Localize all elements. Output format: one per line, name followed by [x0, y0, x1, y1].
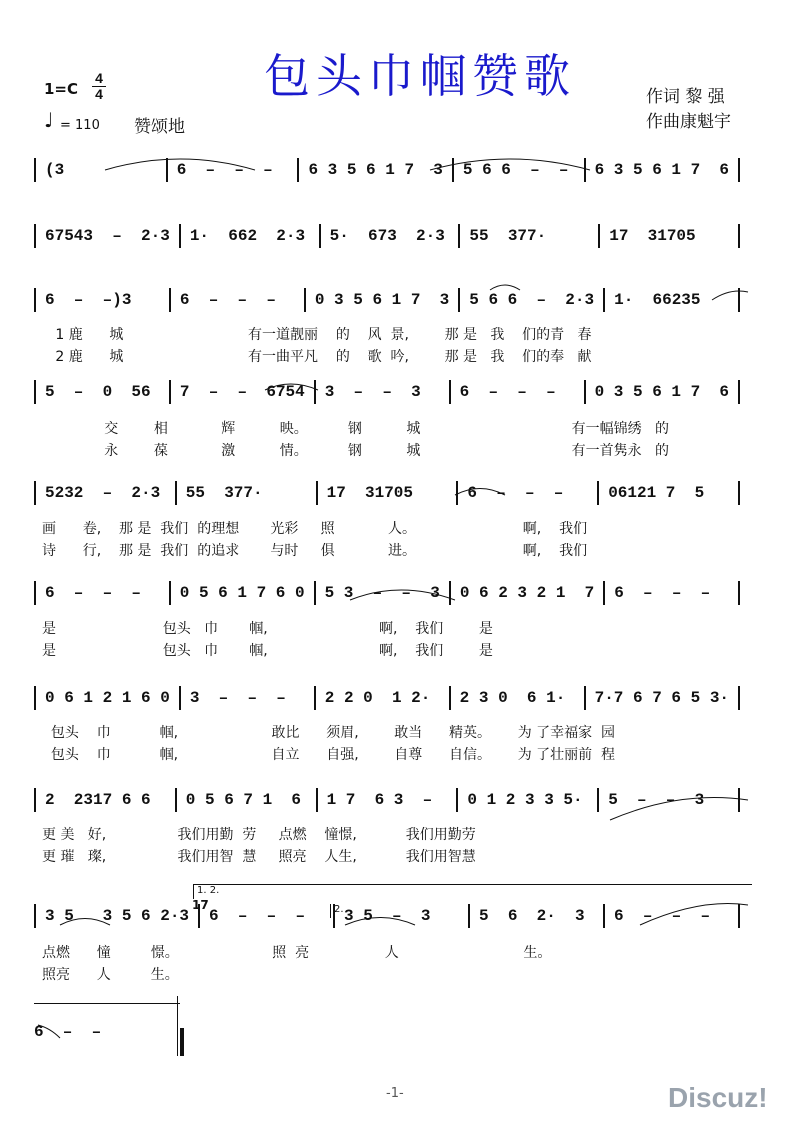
- barline: [314, 380, 316, 404]
- measure: 6 – –)3: [45, 291, 132, 309]
- notation-line: [34, 287, 749, 313]
- measure: 3 – – 3: [324, 383, 421, 401]
- measure: 67543 – 2·3: [45, 227, 170, 245]
- barline: [319, 224, 321, 248]
- measure: 55 377·: [469, 227, 547, 245]
- barline: [169, 288, 171, 312]
- lyric-verse-2: 是 包头 巾 帼, 啊, 我们 是: [42, 643, 493, 659]
- volta-number: 17: [192, 898, 209, 912]
- lyric-verse-1: 画 卷, 那 是 我们 的理想 光彩 照 人。 啊, 我们: [42, 521, 588, 537]
- barline: [449, 581, 451, 605]
- measure: 7·7 6 7 6 5 3·: [594, 689, 730, 707]
- watermark-logo: Discuz!: [668, 1082, 768, 1113]
- notation-line: [34, 787, 749, 813]
- measure: 5· 673 2·3: [329, 227, 445, 245]
- measure: 1· 66235: [614, 291, 701, 309]
- quarter-note-icon: ♩: [44, 108, 54, 132]
- measure: 1 7 6 3 –: [326, 791, 433, 809]
- lyric-verse-2: 永 葆 激 情。 钢 城 有一首隽永 的: [42, 443, 670, 459]
- barline: [584, 380, 586, 404]
- lyricist-credit: 作词 黎 强: [646, 87, 725, 107]
- measure: 0 3 5 6 1 7 6: [594, 383, 730, 401]
- barline: [456, 481, 458, 505]
- barline: [738, 158, 740, 182]
- barline: [166, 158, 168, 182]
- barline: [34, 481, 36, 505]
- measure: 1· 662 2·3: [189, 227, 306, 245]
- measure: 55 377·: [185, 484, 263, 502]
- notation-line: [34, 379, 749, 405]
- barline: [584, 158, 586, 182]
- lyric-verse-2: 更 璀 璨, 我们用智 慧 照亮 人生, 我们用智慧: [42, 849, 476, 865]
- measure: 0 5 6 1 7 6 0: [179, 584, 305, 602]
- final-ending-box: [34, 1003, 180, 1056]
- notation-line: [34, 580, 749, 606]
- barline: [603, 288, 605, 312]
- lyric-verse-1: 更 美 好, 我们用勤 劳 点燃 憧憬, 我们用勤劳: [42, 827, 476, 843]
- barline: [738, 686, 740, 710]
- volta-1: [193, 884, 752, 899]
- final-barline: [177, 996, 178, 1056]
- barline: [597, 481, 599, 505]
- measure: 2 2 0 1 2·: [324, 689, 431, 707]
- volta-2: [330, 904, 374, 918]
- barline: [34, 380, 36, 404]
- tempo-marking: = 110: [60, 118, 100, 133]
- lyric-verse-1: 交 相 辉 映。 钢 城 有一幅锦绣 的: [42, 421, 670, 437]
- composer-credit: 作曲康魁宇: [646, 112, 731, 132]
- measure: 0 3 5 6 1 7 3: [314, 291, 450, 309]
- barline: [34, 904, 36, 928]
- lyric-verse-2: 诗 行, 那 是 我们 的追求 与时 俱 进。 啊, 我们: [42, 543, 588, 559]
- lyric-verse-1: 点燃 憧 憬。 照 亮 人 生。: [42, 945, 552, 961]
- key-signature: 1=C: [44, 80, 79, 98]
- barline: [34, 581, 36, 605]
- measure: 3 5 3 5 6 2·3: [45, 907, 190, 925]
- measure: 6 3 5 6 1 7 3: [308, 161, 443, 179]
- notation-line: [34, 685, 749, 711]
- measure: 6 – – –: [179, 291, 276, 309]
- measure: 6 – – –: [459, 383, 556, 401]
- measure: 6 – – –: [614, 584, 711, 602]
- lyric-verse-2: 包头 巾 帼, 自立 自强, 自尊 自信。 为 了壮丽前 程: [42, 747, 616, 763]
- measure: 5232 – 2·3: [45, 484, 161, 502]
- lyric-verse-1: 1 鹿 城 有一道靓丽 的 风 景, 那 是 我 们的青 春: [42, 327, 592, 343]
- measure: 2 3 0 6 1·: [459, 689, 566, 707]
- barline: [458, 224, 460, 248]
- measure: 0 1 2 3 3 5·: [467, 791, 583, 809]
- measure: 0 5 6 7 1 6: [185, 791, 302, 809]
- measure: 6 – –: [34, 1023, 102, 1041]
- measure: 5 – – 3: [608, 791, 705, 809]
- final-barline-thick: [180, 1028, 184, 1056]
- lyric-verse-1: 是 包头 巾 帼, 啊, 我们 是: [42, 621, 493, 637]
- barline: [598, 224, 600, 248]
- barline: [169, 581, 171, 605]
- lyric-verse-2: 照亮 人 生。: [42, 967, 179, 983]
- barline: [738, 481, 740, 505]
- barline: [738, 788, 740, 812]
- measure: 6 3 5 6 1 7 6: [594, 161, 729, 179]
- volta-2-label: 2.: [334, 904, 344, 915]
- measure: 17 31705: [609, 227, 696, 245]
- page-number: -1-: [386, 1086, 404, 1101]
- barline: [603, 581, 605, 605]
- measure: 17 31705: [326, 484, 414, 502]
- barline: [738, 380, 740, 404]
- expression-marking: 赞颂地: [134, 117, 185, 137]
- barline: [297, 158, 299, 182]
- barline: [34, 224, 36, 248]
- measure: 3 – – –: [189, 689, 286, 707]
- barline: [34, 788, 36, 812]
- barline: [316, 788, 318, 812]
- barline: [738, 904, 740, 928]
- lyric-verse-2: 2 鹿 城 有一曲平凡 的 歌 吟, 那 是 我 们的奉 献: [42, 349, 592, 365]
- barline: [179, 224, 181, 248]
- barline: [34, 288, 36, 312]
- barline: [458, 288, 460, 312]
- song-title: 包头巾帼赞歌: [264, 49, 576, 103]
- measure: 6 – – –: [209, 907, 306, 925]
- measure: 6 – – –: [467, 484, 564, 502]
- measure: 2 2317 6 6: [45, 791, 151, 809]
- barline: [449, 380, 451, 404]
- measure: 7 – – 6754: [179, 383, 305, 401]
- barline: [603, 904, 605, 928]
- barline: [304, 288, 306, 312]
- measure: 5 6 6 – –: [462, 161, 569, 179]
- measure: 6 – – –: [45, 584, 142, 602]
- barline: [597, 788, 599, 812]
- barline: [314, 581, 316, 605]
- barline: [314, 686, 316, 710]
- measure: (3: [45, 161, 65, 179]
- notation-line: [34, 157, 749, 183]
- barline: [449, 686, 451, 710]
- measure: 06121 7 5: [608, 484, 705, 502]
- barline: [738, 581, 740, 605]
- barline: [175, 788, 177, 812]
- notation-line: [34, 223, 749, 249]
- barline: [316, 481, 318, 505]
- barline: [34, 686, 36, 710]
- measure: 0 6 1 2 1 6 0: [45, 689, 170, 707]
- barline: [179, 686, 181, 710]
- barline: [738, 288, 740, 312]
- volta-1-label: 1. 2.: [197, 885, 220, 896]
- measure: 3 5 – 3: [344, 907, 431, 925]
- notation-line: [34, 903, 749, 929]
- measure: 6 – – –: [614, 907, 711, 925]
- barline: [738, 224, 740, 248]
- measure: 5 – 0 56: [45, 383, 151, 401]
- notation-line: [34, 480, 749, 506]
- barline: [169, 380, 171, 404]
- barline: [34, 158, 36, 182]
- time-signature-top: 4: [95, 70, 103, 86]
- lyric-verse-1: 包头 巾 帼, 敢比 须眉, 敢当 精英。 为 了幸福家 园: [42, 725, 616, 741]
- measure: 0 6 2 3 2 1 7: [459, 584, 595, 602]
- barline: [584, 686, 586, 710]
- measure: 5 6 6 – 2·3: [469, 291, 595, 309]
- barline: [452, 158, 454, 182]
- time-signature-bottom: 4: [95, 86, 103, 102]
- measure: 5 6 2· 3: [479, 907, 585, 925]
- barline: [456, 788, 458, 812]
- measure: 5 3 – – 3: [324, 584, 440, 602]
- measure: 6 – – –: [176, 161, 273, 179]
- barline: [175, 481, 177, 505]
- barline: [468, 904, 470, 928]
